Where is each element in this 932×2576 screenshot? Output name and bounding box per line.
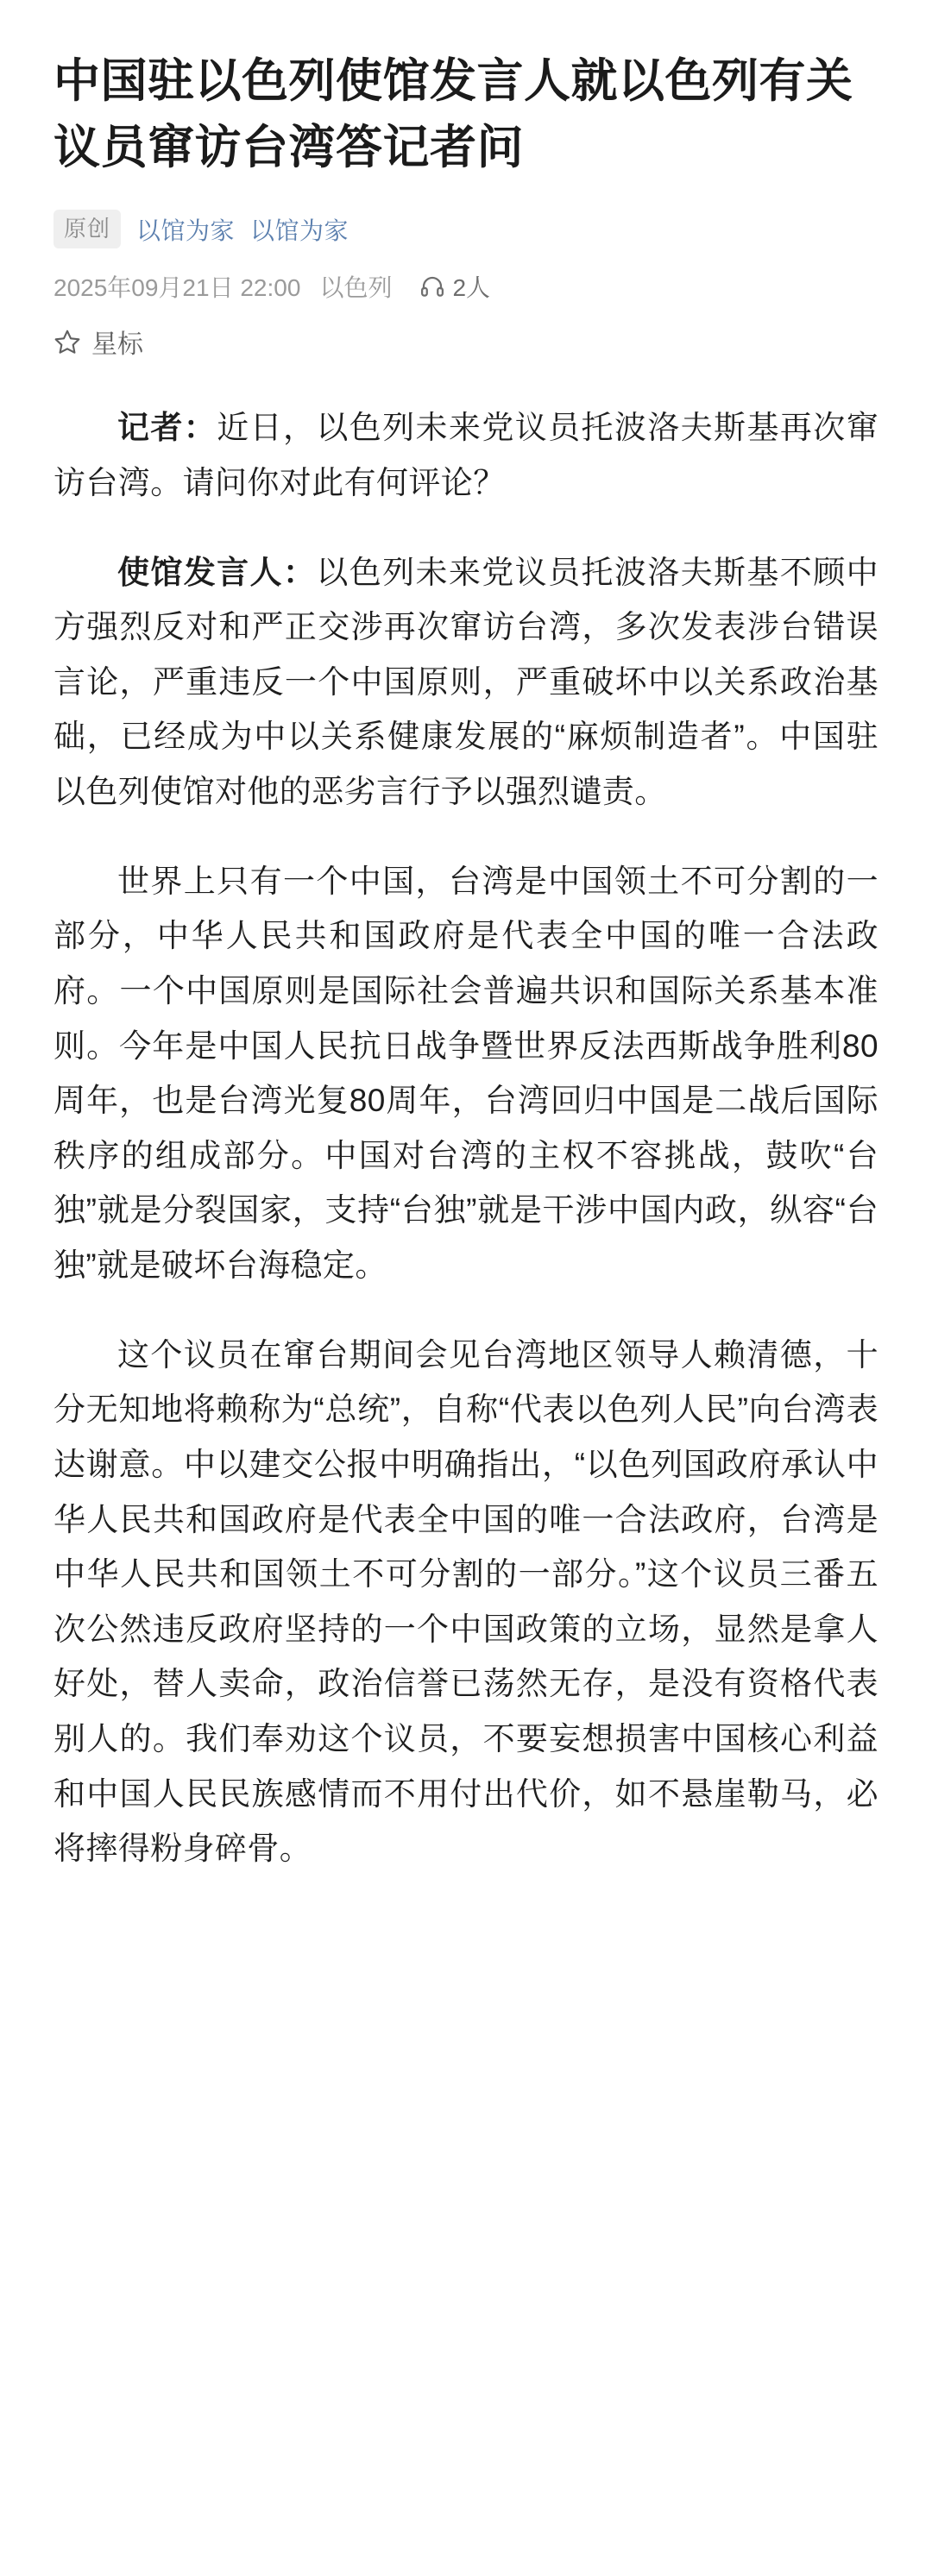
page-title: 中国驻以色列使馆发言人就以色列有关议员窜访台湾答记者问: [54, 55, 853, 173]
publish-datetime: 2025年09月21日 22:00: [54, 274, 301, 302]
article-byline: [54, 210, 878, 248]
account-name-secondary[interactable]: 以馆为家: [250, 217, 350, 244]
paragraph-text: 以色列未来党议员托波洛夫斯基不顾中方强烈反对和严正交涉再次窜访台湾，多次发表涉台错误言论，严重违反一个中国原则，严重破坏中以关系政治基础，已经成为中以关系健康发展的“麻烦制造者”。中国驻以色列使馆对他的恶劣言行予以强烈谴责。: [54, 554, 878, 810]
paragraph: [54, 854, 878, 1293]
paragraph-text: 这个议员在窜台期间会见台湾地区领导人赖清德，十分无知地将赖称为“总统”，自称“代表以色列人民”向台湾表达谢意。中以建交公报中明确指出，“以色列国政府承认中华人民共和国政府是代表全中国的唯一合法政府，台湾是中华人民共和国领土不可分割的一部分。”这个议员三番五次公然违反政府坚持的一个中国政策的立场，显然是拿人好处，替人卖命，政治信誉已荡然无存，是没有资格代表别人的。我们奉劝这个议员，不要妄想损害中国核心利益和中国人民民族感情而不用付出代价，如不悬崖勒马，必将摔得粉身碎骨。: [54, 1336, 878, 1867]
paragraph: [54, 545, 878, 820]
article-meta: [54, 269, 878, 304]
original-badge: 原创: [54, 210, 121, 248]
listen-count-label: 2人: [452, 274, 491, 302]
paragraph-text: 近日，以色列未来党议员托波洛夫斯基再次窜访台湾。请问你对此有何评论？: [54, 410, 879, 500]
publish-location: 以色列: [319, 274, 393, 302]
listen-count-group[interactable]: [419, 269, 490, 304]
account-name-primary[interactable]: 以馆为家: [136, 217, 236, 244]
star-button[interactable]: [54, 323, 878, 361]
star-label: 星标: [91, 330, 143, 360]
paragraph: [54, 1328, 878, 1876]
paragraph-lead: 记者：: [117, 410, 217, 446]
star-icon: [54, 328, 81, 355]
paragraph-text: 世界上只有一个中国，台湾是中国领土不可分割的一部分，中华人民共和国政府是代表全中国的唯一合法政府。一个中国原则是国际社会普遍共识和国际关系基本准则。今年是中国人民抗日战争暨世界反法西斯战争胜利80周年，也是台湾光复80周年，台湾回归中国是二战后国际秩序的组成部分。中国对台湾的主权不容挑战，鼓吹“台独”就是分裂国家，支持“台独”就是干涉中国内政，纵容“台独”就是破坏台海稳定。: [54, 863, 878, 1284]
headphone-icon: [419, 273, 445, 299]
paragraph-lead: 使馆发言人：: [117, 554, 317, 590]
article-body: [54, 400, 878, 1876]
paragraph: [54, 400, 878, 510]
